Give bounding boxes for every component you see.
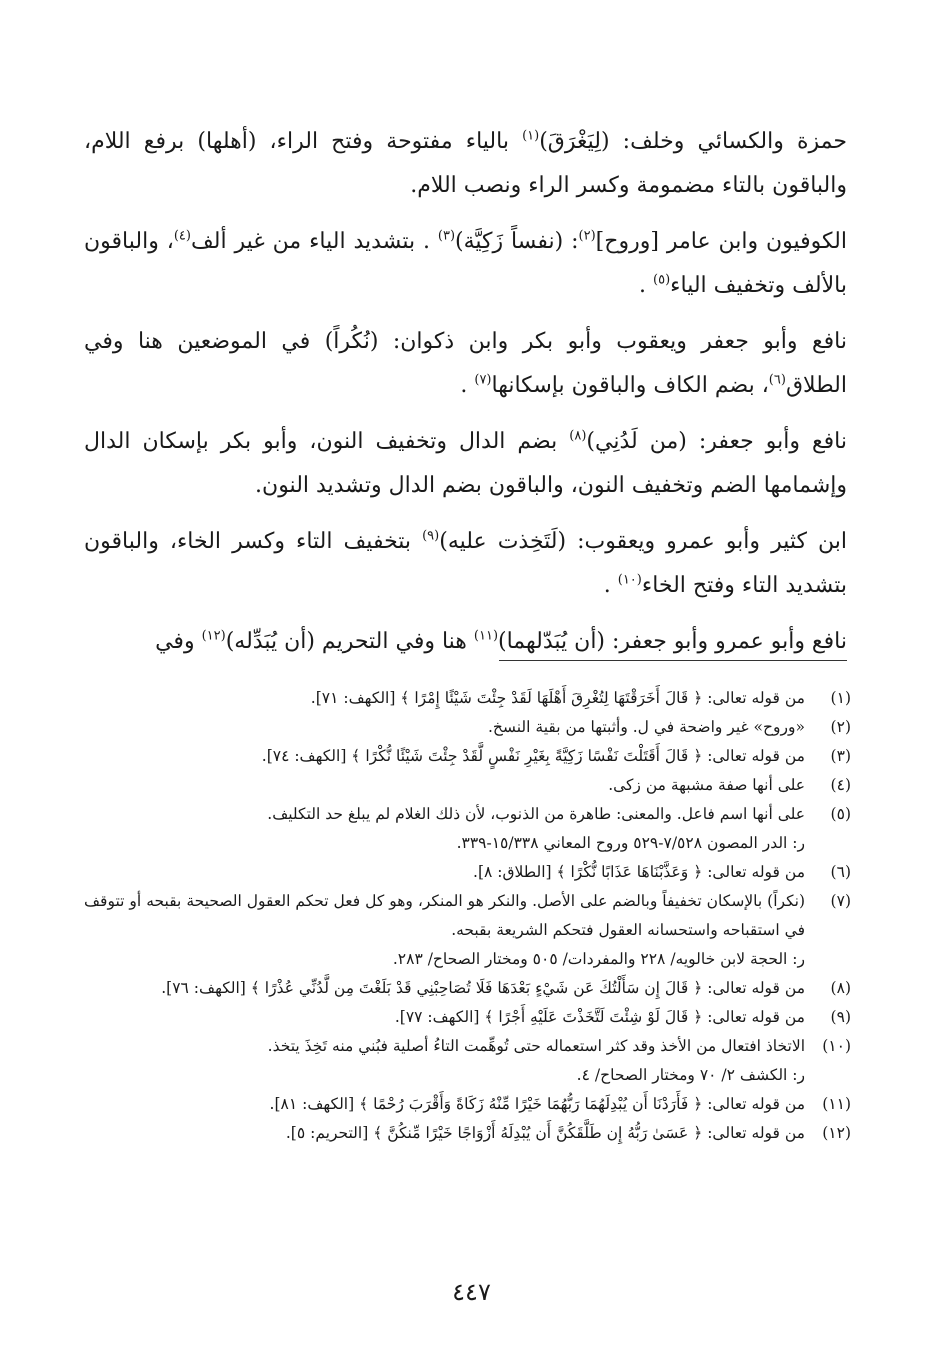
footnote-number: (٣) (830, 747, 851, 765)
footnote-text: من قوله تعالى: ﴿ عَسَىٰ رَبُّهُ إِن طَلَّقَكُنَّ أَن يُبْدِلَهُ أَزْوَاجًا خَيْرًا مِّنكُنَّ ﴾ [التحريم: ٥]. (285, 1124, 805, 1142)
footnote-text: من قوله تعالى: ﴿ قَالَ أَقَتَلْتَ نَفْسًا زَكِيَّةً بِغَيْرِ نَفْسٍ لَّقَدْ جِئْتَ شَيْئًا نُّكْرًا ﴾ [الكهف: ٧٤]. (261, 747, 805, 765)
footnote (84, 1032, 851, 1061)
main-text (84, 120, 847, 676)
footnote (84, 742, 851, 771)
footnote-ref: (١٢) (201, 628, 226, 644)
footnote-number: (٧) (830, 892, 851, 910)
footnote-ref: (١١) (473, 628, 499, 644)
footnote-number: (١١) (822, 1095, 851, 1113)
text-run: نافع وأبو جعفر: (من لَدُنِي) (586, 429, 847, 454)
footnote-number: (٢) (830, 718, 851, 736)
footnote-number: (٥) (830, 805, 851, 823)
footnote (84, 1090, 851, 1119)
paragraph (84, 620, 847, 664)
footnote-number: (٦) (830, 863, 851, 881)
text-run: نافع وأبو عمرو وأبو جعفر: (أن يُبَدّلهما) (498, 629, 847, 654)
footnote (84, 858, 851, 887)
footnotes (84, 684, 851, 1148)
footnote-text: من قوله تعالى: ﴿ وَعَذَّبْنَاهَا عَذَابًا نُّكْرًا ﴾ [الطلاق: ٨]. (473, 863, 805, 881)
footnote-text: من قوله تعالى: ﴿ فَأَرَدْنَا أَن يُبْدِلَهُمَا رَبُّهُمَا خَيْرًا مِّنْهُ زَكَاةً وَأَقْرَبَ رُحْمًا ﴾ [الكهف: ٨١]. (269, 1095, 805, 1113)
paragraph (84, 220, 847, 308)
text-run: . (639, 273, 654, 298)
text-run: . بتشديد الياء من غير ألف (190, 229, 438, 254)
text-run: بضم الدال وتخفيف النون، وأبو بكر بإسكان الدال وإشمامها الضم وتخفيف النون، والباقون بضم الدال وتشديد النون. (84, 429, 847, 498)
footnote (84, 945, 851, 974)
footnote-text: من قوله تعالى: ﴿ قَالَ إِن سَأَلْتُكَ عَن شَيْءٍ بَعْدَهَا فَلَا تُصَاحِبْنِي قَدْ بَلَغْتَ مِن لَّدُنِّي عُذْرًا ﴾ [الكهف: ٧٦]. (161, 979, 805, 997)
footnote-text: ر: الحجة لابن خالويه/ ٢٢٨ والمفردات/ ٥٠٥ ومختار الصحاح/ ٢٨٣. (392, 950, 805, 968)
footnote (84, 1003, 851, 1032)
text-run: بتخفيف التاء وكسر الخاء، والباقون بتشديد التاء وفتح الخاء (84, 529, 847, 598)
footnote (84, 1061, 851, 1090)
footnote (84, 887, 851, 945)
footnote (84, 829, 851, 858)
text-run: الكوفيون وابن عامر [وروح] (595, 229, 847, 254)
footnote-ref: (٤) (173, 228, 191, 244)
footnote-separator (499, 660, 847, 661)
paragraph (84, 420, 847, 508)
text-run: نافع وأبو جعفر ويعقوب وأبو بكر وابن ذكوان: (نُكُراً) في الموضعين هنا وفي الطلاق (84, 329, 847, 398)
footnote-ref: (٨) (569, 428, 587, 444)
footnote-text: ر: الدر المصون ٧/٥٢٨-٥٢٩ وروح المعاني ١٥/٣٣٨-٣٣٩. (456, 834, 805, 852)
text-run: ابن كثير وأبو عمرو ويعقوب: (لَتَخِذت عليه) (439, 529, 848, 554)
text-run: : (نفساً زَكِيَّة) (455, 229, 579, 254)
footnote-number: (١٢) (822, 1124, 851, 1142)
footnote-ref: (١) (522, 128, 540, 144)
footnote (84, 800, 851, 829)
text-run: . (460, 373, 475, 398)
paragraph (84, 320, 847, 408)
text-run: هنا وفي التحريم (أن يُبَدِّله) (225, 629, 474, 654)
paragraph (84, 520, 847, 608)
footnote (84, 713, 851, 742)
footnote (84, 771, 851, 800)
footnote-ref: (٣) (437, 228, 456, 244)
text-run: حمزة والكسائي وخلف: (لِيَغْرَقَ) (539, 129, 847, 154)
footnote-text: من قوله تعالى: ﴿ قَالَ لَوْ شِئْتَ لَتَّخَذْتَ عَلَيْهِ أَجْرًا ﴾ [الكهف: ٧٧]. (394, 1008, 805, 1026)
paragraph (84, 120, 847, 208)
footnote-number: (١٠) (822, 1037, 851, 1055)
footnote-text: الاتخاذ افتعال من الأخذ وقد كثر استعماله حتى تُوهِّمت التاءُ أصلية فبُني منه تَخِذَ يتخذ. (267, 1037, 805, 1055)
text-run: . (603, 573, 618, 598)
footnote-ref: (٩) (422, 528, 440, 544)
footnote-text: (نكراً) بالإسكان تخفيفاً وبالضم على الأصل. والنكر هو المنكر، وهو كل فعل تحكم العقول الصحيحة بقبحه أو تتوقف في استقباحه واستحسانه العقول فتحكم الشريعة بقبحه. (84, 892, 805, 939)
text-run: ، بضم الكاف والباقون بإسكانها (491, 373, 769, 398)
footnote-number: (٤) (830, 776, 851, 794)
footnote-text: من قوله تعالى: ﴿ قَالَ أَخَرَقْتَهَا لِتُغْرِقَ أَهْلَهَا لَقَدْ جِئْتَ شَيْئًا إِمْرًا ﴾ [الكهف: ٧١]. (310, 689, 805, 707)
footnote-ref: (٥) (653, 272, 671, 288)
text-run: بالياء مفتوحة وفتح الراء، (أهلها) برفع اللام، والباقون بالتاء مضمومة وكسر الراء ونصب اللام. (84, 129, 847, 198)
footnote (84, 684, 851, 713)
footnote-text: ر: الكشف ٢/ ٧٠ ومختار الصحاح/ ٤. (576, 1066, 805, 1084)
footnote-ref: (٦) (768, 372, 786, 388)
footnote (84, 1119, 851, 1148)
page-number: ٤٤٧ (452, 1278, 491, 1306)
footnote-ref: (١٠) (617, 572, 642, 588)
text-run: وفي (155, 629, 202, 654)
footnote-text: على أنها اسم فاعل. والمعنى: طاهرة من الذنوب، لأن ذلك الغلام لم يبلغ حد التكليف. (267, 805, 805, 823)
footnote-number: (٩) (830, 1008, 851, 1026)
footnote-number: (١) (830, 689, 851, 707)
footnote (84, 974, 851, 1003)
footnote-text: على أنها صفة مشبهة من زكى. (608, 776, 805, 794)
footnote-ref: (٧) (474, 372, 492, 388)
footnote-text: «وروح» غير واضحة في ل. وأثبتها من بقية النسخ. (487, 718, 805, 736)
footnote-number: (٨) (830, 979, 851, 997)
footnote-ref: (٢) (578, 228, 596, 244)
text-run: ، والباقون بالألف وتخفيف الياء (84, 229, 847, 298)
